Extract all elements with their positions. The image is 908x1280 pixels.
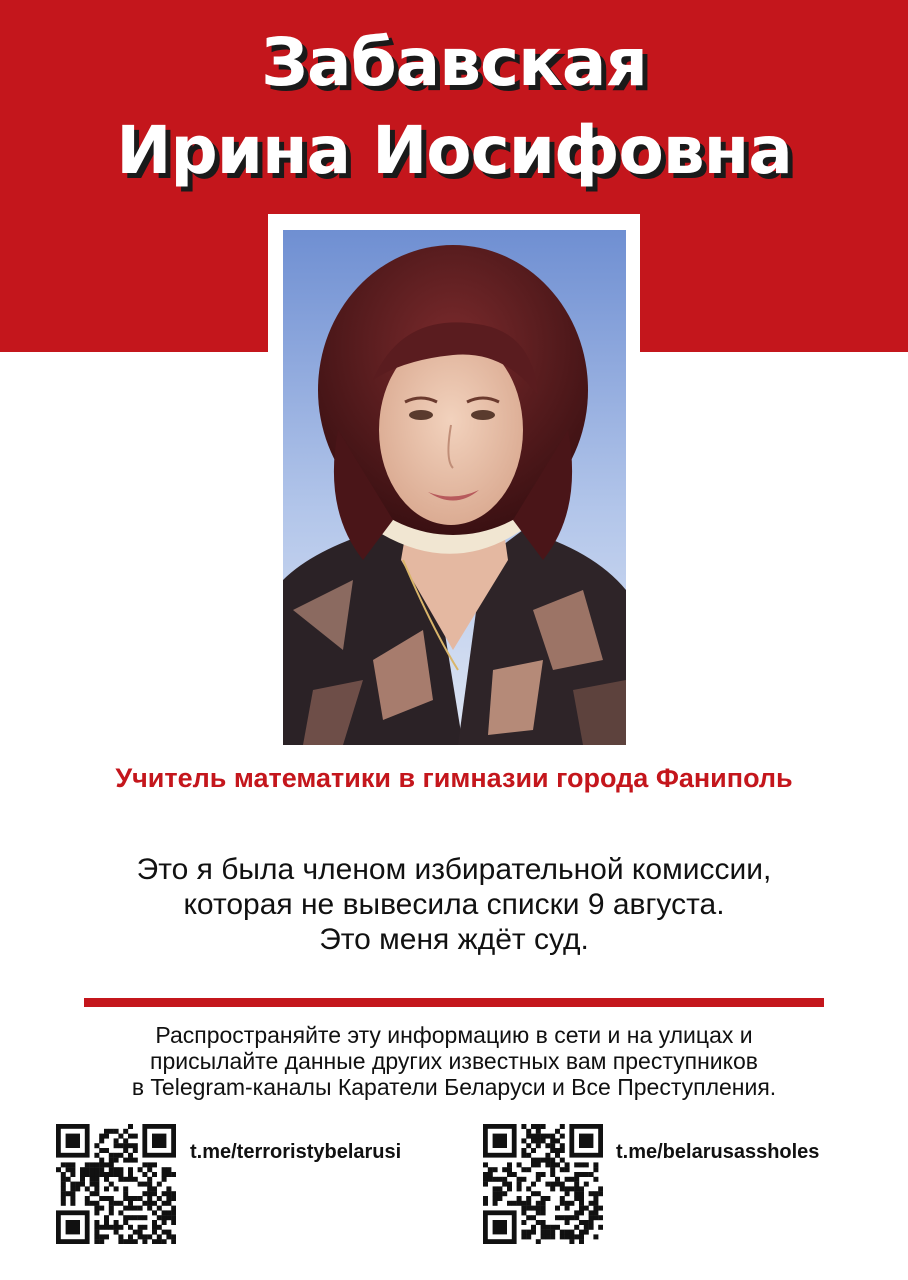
statement-line: Это я была членом избирательной комиссии, bbox=[136, 853, 772, 886]
info-line: присылайте данные других известных вам преступников bbox=[150, 1048, 758, 1074]
qr-code-icon[interactable] bbox=[56, 1124, 176, 1244]
portrait-photo bbox=[283, 230, 626, 745]
statement-text bbox=[40, 852, 868, 957]
qr-code-icon[interactable] bbox=[483, 1124, 603, 1244]
info-line: Распространяйте эту информацию в сети и на улицах и bbox=[155, 1022, 753, 1048]
role-subtitle: Учитель математики в гимназии города Фаниполь bbox=[115, 763, 793, 793]
telegram-link-belarusassholes[interactable]: t.me/belarusassholes bbox=[616, 1141, 820, 1163]
divider bbox=[84, 998, 824, 1007]
info-text bbox=[40, 1022, 868, 1100]
given-names-title: Ирина Иосифовна bbox=[116, 112, 792, 189]
statement-line: Это меня ждёт суд. bbox=[319, 923, 589, 956]
statement-line: которая не вывесила списки 9 августа. bbox=[183, 888, 725, 921]
telegram-link-terroristybelarusi[interactable]: t.me/terroristybelarusi bbox=[190, 1141, 402, 1163]
info-line: в Telegram-каналы Каратели Беларуси и Все Преступления. bbox=[131, 1074, 777, 1100]
surname-title: Забавская bbox=[261, 24, 647, 101]
